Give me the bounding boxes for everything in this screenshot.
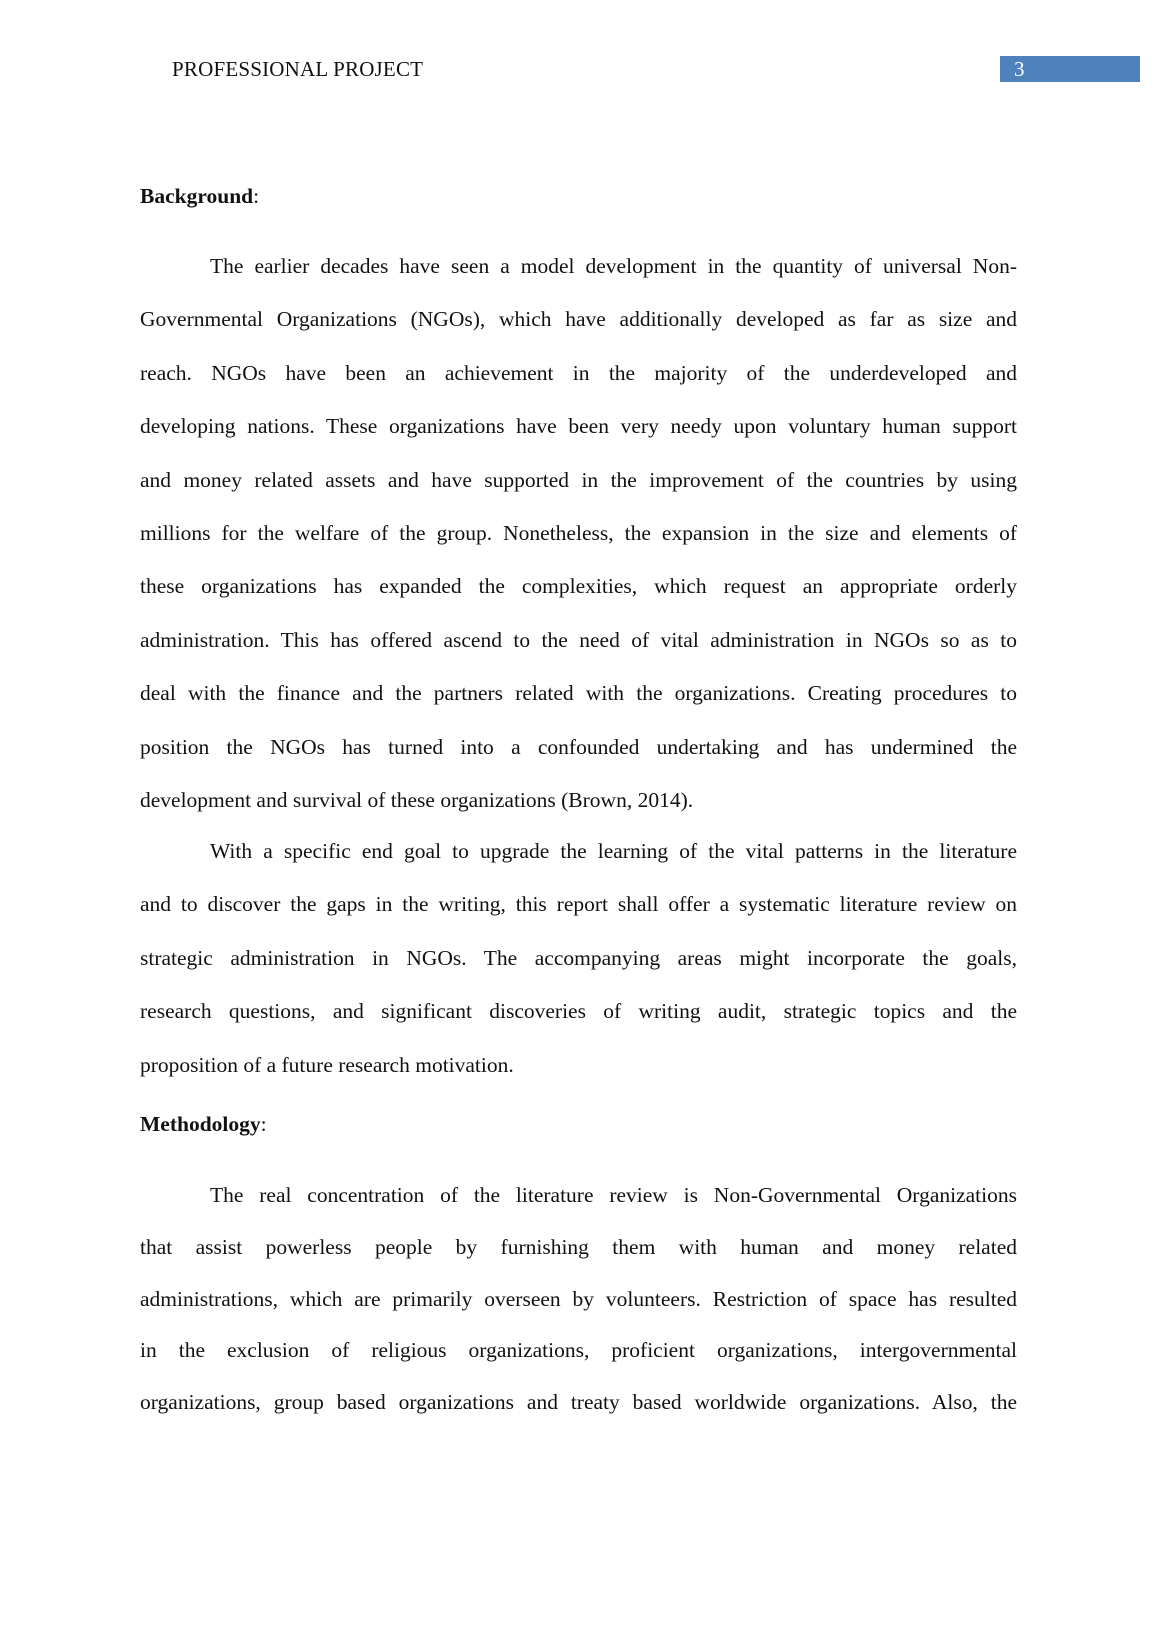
section-heading-text: Methodology	[140, 1112, 261, 1136]
paragraph-line: Governmental Organizations (NGOs), which have additionally developed as far as size and	[140, 307, 1017, 332]
paragraph-line: development and survival of these organizations (Brown, 2014).	[140, 788, 694, 812]
paragraph-line: and to discover the gaps in the writing, this report shall offer a systematic literature review on	[140, 892, 1017, 917]
paragraph-line: that assist powerless people by furnishing them with human and money related	[140, 1234, 1017, 1259]
paragraph-line: reach. NGOs have been an achievement in the majority of the underdeveloped and	[140, 360, 1017, 385]
paragraph-line: research questions, and significant discoveries of writing audit, strategic topics and the	[140, 999, 1017, 1024]
paragraph-line: in the exclusion of religious organizations, proficient organizations, intergovernmental	[140, 1338, 1017, 1363]
running-header-title: PROFESSIONAL PROJECT	[172, 57, 424, 81]
page-number: 3	[1014, 57, 1025, 81]
page-number-box	[1000, 56, 1140, 82]
paragraph-line: The earlier decades have seen a model development in the quantity of universal Non-	[210, 254, 1017, 278]
paragraph-line: strategic administration in NGOs. The accompanying areas might incorporate the goals,	[140, 945, 1017, 970]
paragraph-line: organizations, group based organizations and treaty based worldwide organizations. Also, the	[140, 1390, 1017, 1415]
section-heading: Background:	[140, 184, 260, 208]
paragraph-line: deal with the finance and the partners related with the organizations. Creating procedures to	[140, 681, 1017, 706]
paragraph-line: The real concentration of the literature review is Non-Governmental Organizations	[210, 1183, 1017, 1207]
paragraph-line: administrations, which are primarily overseen by volunteers. Restriction of space has resulted	[140, 1286, 1017, 1311]
paragraph-line: proposition of a future research motivation.	[140, 1052, 514, 1077]
paragraph-line: developing nations. These organizations have been very needy upon voluntary human support	[140, 414, 1017, 439]
paragraph-line: and money related assets and have supported in the improvement of the countries by using	[140, 467, 1017, 492]
paragraph-line: position the NGOs has turned into a confounded undertaking and has undermined the	[140, 734, 1017, 759]
paragraph-line: these organizations has expanded the complexities, which request an appropriate orderly	[140, 574, 1017, 599]
paragraph-line: millions for the welfare of the group. Nonetheless, the expansion in the size and elements of	[140, 521, 1017, 545]
paragraph-line: administration. This has offered ascend to the need of vital administration in NGOs so as to	[140, 627, 1017, 652]
section-heading: Methodology:	[140, 1112, 267, 1136]
section-heading-text: Background	[140, 184, 254, 208]
paragraph-line: With a specific end goal to upgrade the learning of the vital patterns in the literature	[210, 839, 1017, 863]
